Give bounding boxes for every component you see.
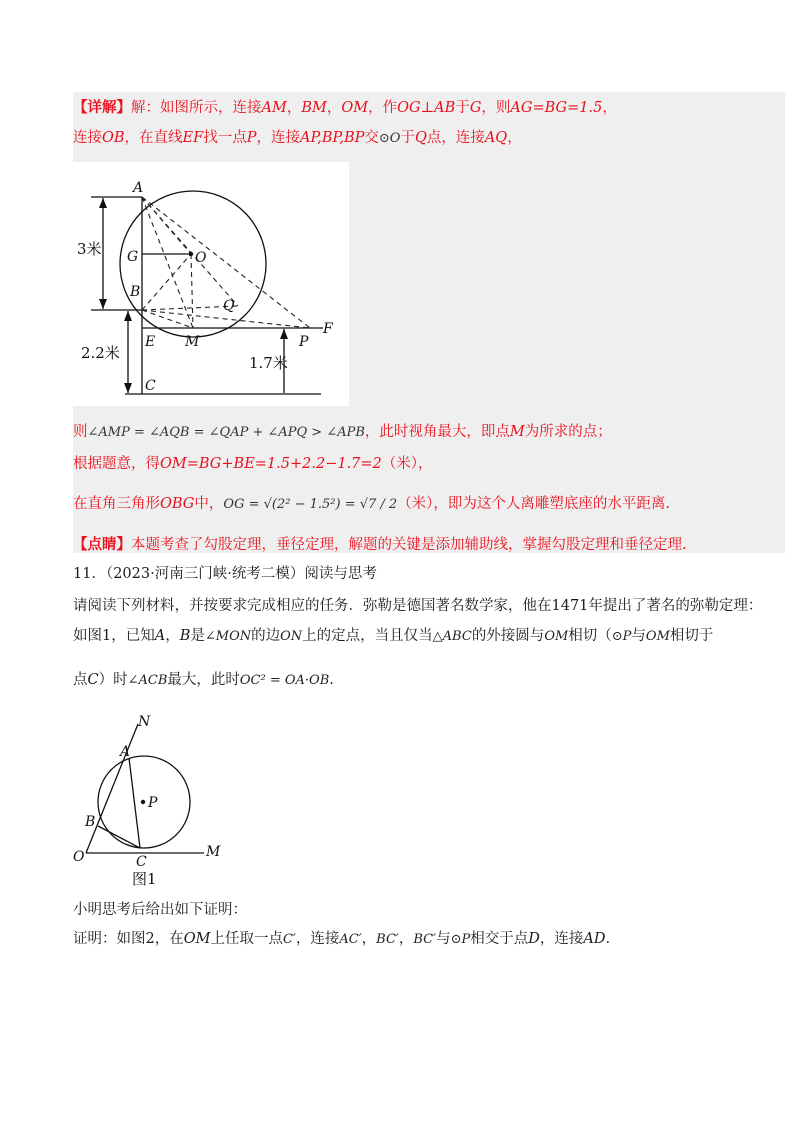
- label-m: M: [185, 334, 200, 350]
- problem-header: [73, 564, 377, 584]
- solution-line-2: 连接OB，在直线EF找一点P，连接AP,BP,BP交⊙O于Q点，连接AQ，: [73, 130, 522, 146]
- og-formula: OG = √(2² − 1.5²) = √7 / 2: [223, 497, 398, 512]
- geometry-diagram: [73, 162, 349, 406]
- label-e: E: [145, 334, 156, 350]
- dim-2-2m: 2.2米: [81, 344, 120, 362]
- label-c: C: [145, 378, 156, 394]
- figure-1-caption: 图1: [132, 870, 157, 888]
- solution-line-1: 【详解】解：如图所示，连接AM，BM，OM，作OG⊥AB于G，则AG=BG=1.5，: [73, 99, 617, 116]
- problem-line-3: 如图1，已知A，B是∠MON的边ON上的定点，当且仅当△ABC的外接圆与OM相切（⊙P与OM相切于: [73, 628, 714, 644]
- label-q: Q: [223, 298, 235, 314]
- problem-line-6: 证明：如图2，在OM上任取一点C′，连接AC′，BC′，BC′与⊙P相交于点D，连接AD.: [73, 931, 611, 947]
- comment-tag: 【点睛】: [73, 536, 131, 553]
- solution-line-3: 则∠AMP = ∠AQB = ∠QAP + ∠APQ > ∠APB，此时视角最大，即点M为所求的点；: [73, 424, 612, 440]
- label-o-fig1: O: [73, 849, 85, 865]
- solution-line-5: 在直角三角形OBG中，OG = √(2² − 1.5²) = √7 / 2（米），即为这个人离雕塑底座的水平距离.: [73, 496, 671, 512]
- label-o: O: [195, 250, 207, 266]
- label-m-fig1: M: [206, 844, 221, 860]
- oc-formula: OC² = OA·OB: [239, 673, 330, 688]
- label-g: G: [127, 249, 139, 265]
- label-b-fig1: B: [85, 814, 96, 830]
- label-n: N: [138, 714, 151, 730]
- solution-line-6: 【点睛】本题考查了勾股定理，垂径定理，解题的关键是添加辅助线，掌握勾股定理和垂径定理.: [73, 536, 687, 553]
- detail-tag: 【详解】: [73, 99, 131, 116]
- label-a: A: [133, 180, 144, 196]
- label-p-fig1: P: [148, 795, 158, 811]
- problem-source: （2023·河南三门峡·统考二模）阅读与思考: [105, 566, 377, 582]
- solution-box: [73, 92, 785, 553]
- label-a-fig1: A: [120, 744, 131, 760]
- miller-diagram: [70, 712, 230, 888]
- label-b: B: [130, 284, 141, 300]
- label-f: F: [323, 321, 333, 337]
- problem-line-5: 小明思考后给出如下证明：: [73, 902, 247, 918]
- angle-formula: ∠AMP = ∠AQB = ∠QAP + ∠APQ > ∠APB: [87, 425, 365, 440]
- solution-line-4: 根据题意，得OM=BG+BE=1.5+2.2−1.7=2（米），: [73, 456, 433, 472]
- label-c-fig1: C: [136, 854, 147, 870]
- dim-1-7m: 1.7米: [249, 354, 288, 372]
- solution-figure: [73, 162, 349, 406]
- problem-line-4: 点C）时∠ACB最大，此时OC² = OA·OB.: [73, 672, 334, 688]
- label-p: P: [299, 334, 309, 350]
- problem-number: 11．: [73, 566, 106, 582]
- problem-figure-1: [70, 712, 230, 888]
- problem-line-2: 请阅读下列材料，并按要求完成相应的任务．弥勒是德国著名数学家，他在1471年提出了著名的弥勒定理：: [73, 598, 763, 614]
- dim-3m: 3米: [77, 240, 102, 258]
